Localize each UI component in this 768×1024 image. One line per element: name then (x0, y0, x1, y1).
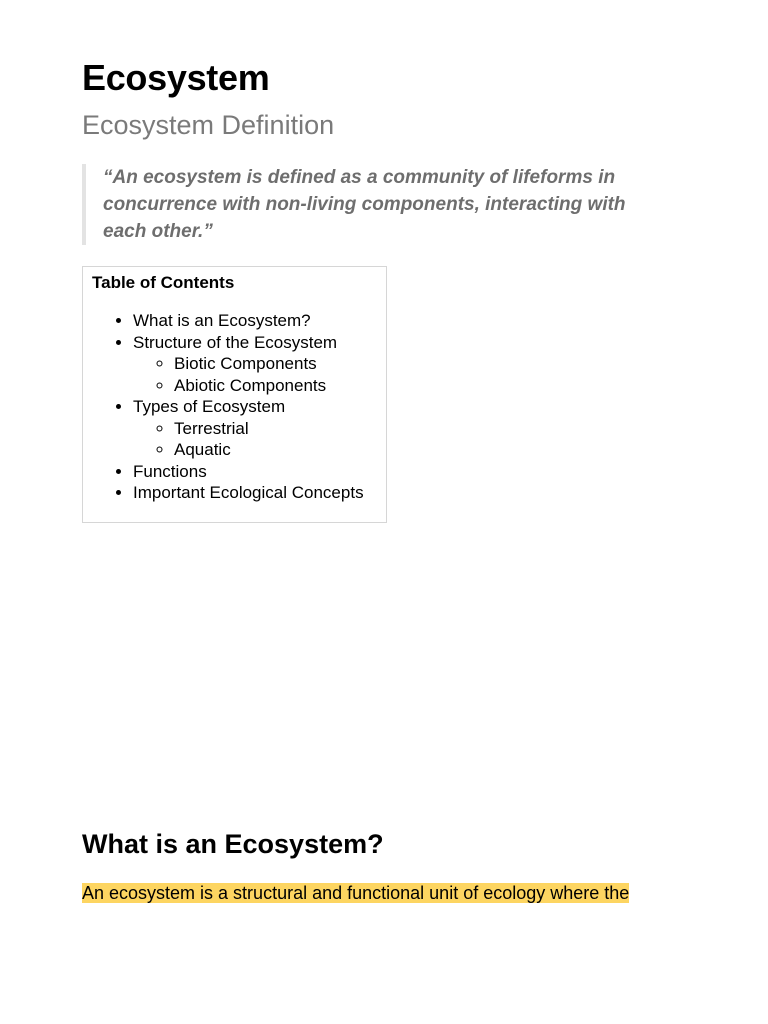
toc-item-label[interactable]: Structure of the Ecosystem (133, 332, 338, 352)
toc-item-types[interactable] (133, 396, 378, 461)
page-title: Ecosystem (82, 57, 270, 98)
toc-sublist (133, 418, 378, 461)
toc-subitem-biotic[interactable]: ◦ Biotic Components (174, 353, 378, 375)
section-heading: What is an Ecosystem? (82, 829, 384, 859)
toc-sublist (133, 353, 378, 396)
toc-item-ecological-concepts[interactable]: • Important Ecological Concepts (133, 482, 378, 504)
toc-list (92, 310, 378, 504)
section-paragraph (82, 880, 629, 906)
toc-subitem-aquatic[interactable]: ◦ Aquatic (174, 439, 378, 461)
toc-item-structure[interactable] (133, 332, 378, 397)
toc-item-functions[interactable]: • Functions (133, 461, 378, 483)
toc-subitem-terrestrial[interactable]: ◦ Terrestrial (174, 418, 378, 440)
toc-item-label[interactable]: Types of Ecosystem (133, 397, 286, 416)
toc-item-what-is-ecosystem[interactable]: • What is an Ecosystem? (133, 310, 378, 332)
table-of-contents (82, 266, 387, 523)
toc-title: Table of Contents (92, 273, 235, 292)
definition-quote: “An ecosystem is defined as a community of lifeforms in concurrence with non-living components, interacting with each other.” (82, 164, 672, 245)
toc-subitem-abiotic[interactable]: ◦ Abiotic Components (174, 375, 378, 397)
page-subtitle: Ecosystem Definition (82, 110, 335, 140)
highlighted-text: An ecosystem is a structural and functional unit of ecology where the (82, 883, 630, 903)
